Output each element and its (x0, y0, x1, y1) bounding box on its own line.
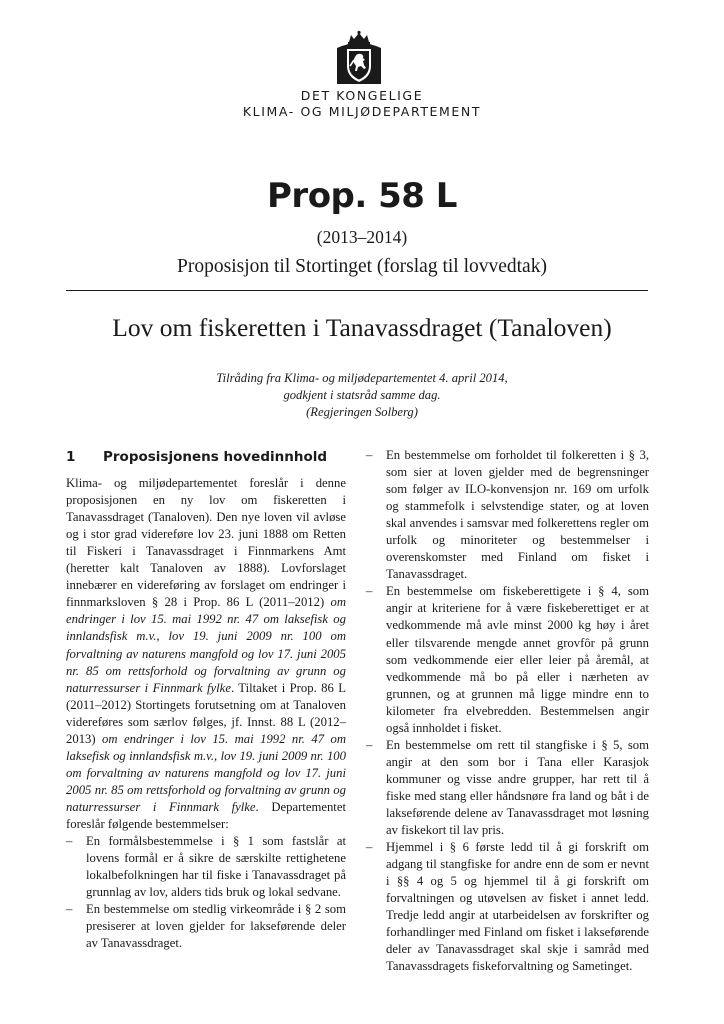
ministry-line-2: KLIMA- OG MILJØDEPARTEMENT (242, 104, 482, 119)
list-item-text: En bestemmelse om rett til stangfiske i § 5, som angir at den som bor i Tana eller Karasjok kommuner og visse andre grupper, har rett til å fiske med stang eller håndsnøre fra land og båt i de lakseførende delene av Tanavassdraget mot løsning av fiskekort til lav pris. (386, 737, 649, 838)
intro-text-italic-2: om endringer i lov 15. mai 1992 nr. 47 om laksefisk og innlandsfisk m.v., lov 19. juni 2009 nr. 100 om forvaltning av naturens mangfold og lov 17. juni 2005 nr. 85 om rettsforhold og forvaltning av grunn og naturressurser i Finnmark fylke (66, 731, 347, 814)
norwegian-royal-crest-icon (333, 30, 385, 86)
dash-marker: – (66, 834, 73, 849)
law-title: Lov om fiskeretten i Tanavassdraget (Tanaloven) (112, 313, 612, 342)
dash-marker: – (366, 840, 373, 855)
right-bullet-list (366, 447, 649, 975)
section-title: Proposisjonens hovedinnhold (103, 449, 328, 465)
ministry-line-1: DET KONGELIGE (300, 88, 424, 103)
list-item-text: En bestemmelse om stedlig virkeområde i § 2 som presiserer at loven gjelder for lakseførende deler av Tanavassdraget. (86, 902, 346, 951)
intro-paragraph (66, 475, 346, 833)
list-item (366, 737, 649, 839)
list-item-text: En bestemmelse om forholdet til folkeretten i § 3, som sier at loven gjelder med de begrensninger som følger av ILO-konvensjon nr. 169 om urfolk og stammefolk i selvstendige stater, og at loven skal anvendes i samsvar med folkerettens regler om urfolk og minoriteter og bestemmelser i overenskomster med Finland om fisket i Tanavassdraget. (386, 448, 649, 582)
list-item (66, 901, 346, 952)
left-column (66, 449, 346, 952)
list-item (366, 839, 649, 975)
proposition-number: Prop. 58 L (267, 176, 457, 216)
left-bullet-list (66, 833, 346, 952)
list-item-text: En formålsbestemmelse i § 1 som fastslår at lovens formål er å sikre de særskilte rettighetene lokalbefolkningen har til fiske i Tanavassdraget på grunnlag av lov, alders tids bruk og lokal sedvane. (86, 834, 346, 900)
dash-marker: – (366, 737, 373, 752)
recommendation-line-1: Tilråding fra Klima- og miljødepartementet 4. april 2014, (216, 371, 508, 385)
session-years: (2013–2014) (316, 227, 408, 247)
recommendation-line-3: (Regjeringen Solberg) (306, 405, 418, 419)
dash-marker: – (366, 584, 373, 599)
document-subtitle: Proposisjon til Stortinget (forslag til lovvedtak) (177, 256, 547, 277)
intro-text-a: Klima- og miljødepartementet foreslår i denne proposisjonen en ny lov om fiskeretten i Tanavassdraget (Tanaloven). Den nye loven vil avløse og i stor grad videreføre lov 23. juni 1888 om Retten til Fiskeri i Tanavassdraget i Finnmarkens Amt (heretter kalt Tanaloven av 1888). Lovforslaget innebærer en videreføring av forslaget om endringer i finnmarksloven § 28 i Prop. 86 L (2011–2012) (66, 476, 346, 610)
intro-text-c: . Tiltaket i Prop. 86 L (2011–2012) Stortingets forutsetning om at Tanaloven videreføres som særlov følges, jf. Innst. 88 L (2012–2013) (66, 680, 346, 746)
list-item (366, 583, 649, 736)
intro-text-italic-1: om endringer i lov 15. mai 1992 nr. 47 om laksefisk og innlandsfisk m.v., lov 19. juni 2009 nr. 100 om forvaltning av naturens mangfold og lov 17. juni 2005 nr. 85 om rettsforhold og forvaltning av grunn og naturressurser i Finnmark fylke (66, 595, 346, 695)
section-heading (66, 449, 346, 466)
right-column (366, 447, 649, 975)
list-item (66, 833, 346, 901)
list-item-text: En bestemmelse om fiskeberettigete i § 4, som angir at kriteriene for å være fiskeberettiget er at vedkommende må avle minst 2000 kg høy i året eller tilsvarende mengde annet grovfôr på grunn som vedkommende eier eller leier på åremål, at vedkommende må bo på eller i nærheten av grunnen, og at grunnen må ligge mindre enn to kilometer fra elvebredden. Bestemmelsen angir også innholdet i fisket. (386, 584, 649, 735)
dash-marker: – (366, 448, 373, 462)
recommendation-line-2: godkjent i statsråd samme dag. (283, 388, 441, 402)
list-item (366, 447, 649, 583)
recommendation-block (0, 370, 724, 421)
dash-marker: – (66, 902, 73, 917)
title-divider (66, 290, 648, 291)
list-item-text: Hjemmel i § 6 første ledd til å gi forskrift om adgang til stangfiske for andre enn de som er nevnt i §§ 4 og 5 og hjemmel til å gi forskrift om forvaltningen og utøvelsen av fisket i annet ledd. Tredje ledd angir at utarbeidelsen av forskrifter og forhandlinger med Finland om fisket i lakseførende deler av Tanavassdraget skal skje i samråd med Tanavassdragets fiskeforvaltning og Sametinget. (386, 840, 649, 974)
intro-text-e: . Departementet foreslår følgende bestemmelser: (66, 799, 346, 831)
section-number: 1 (66, 449, 76, 465)
